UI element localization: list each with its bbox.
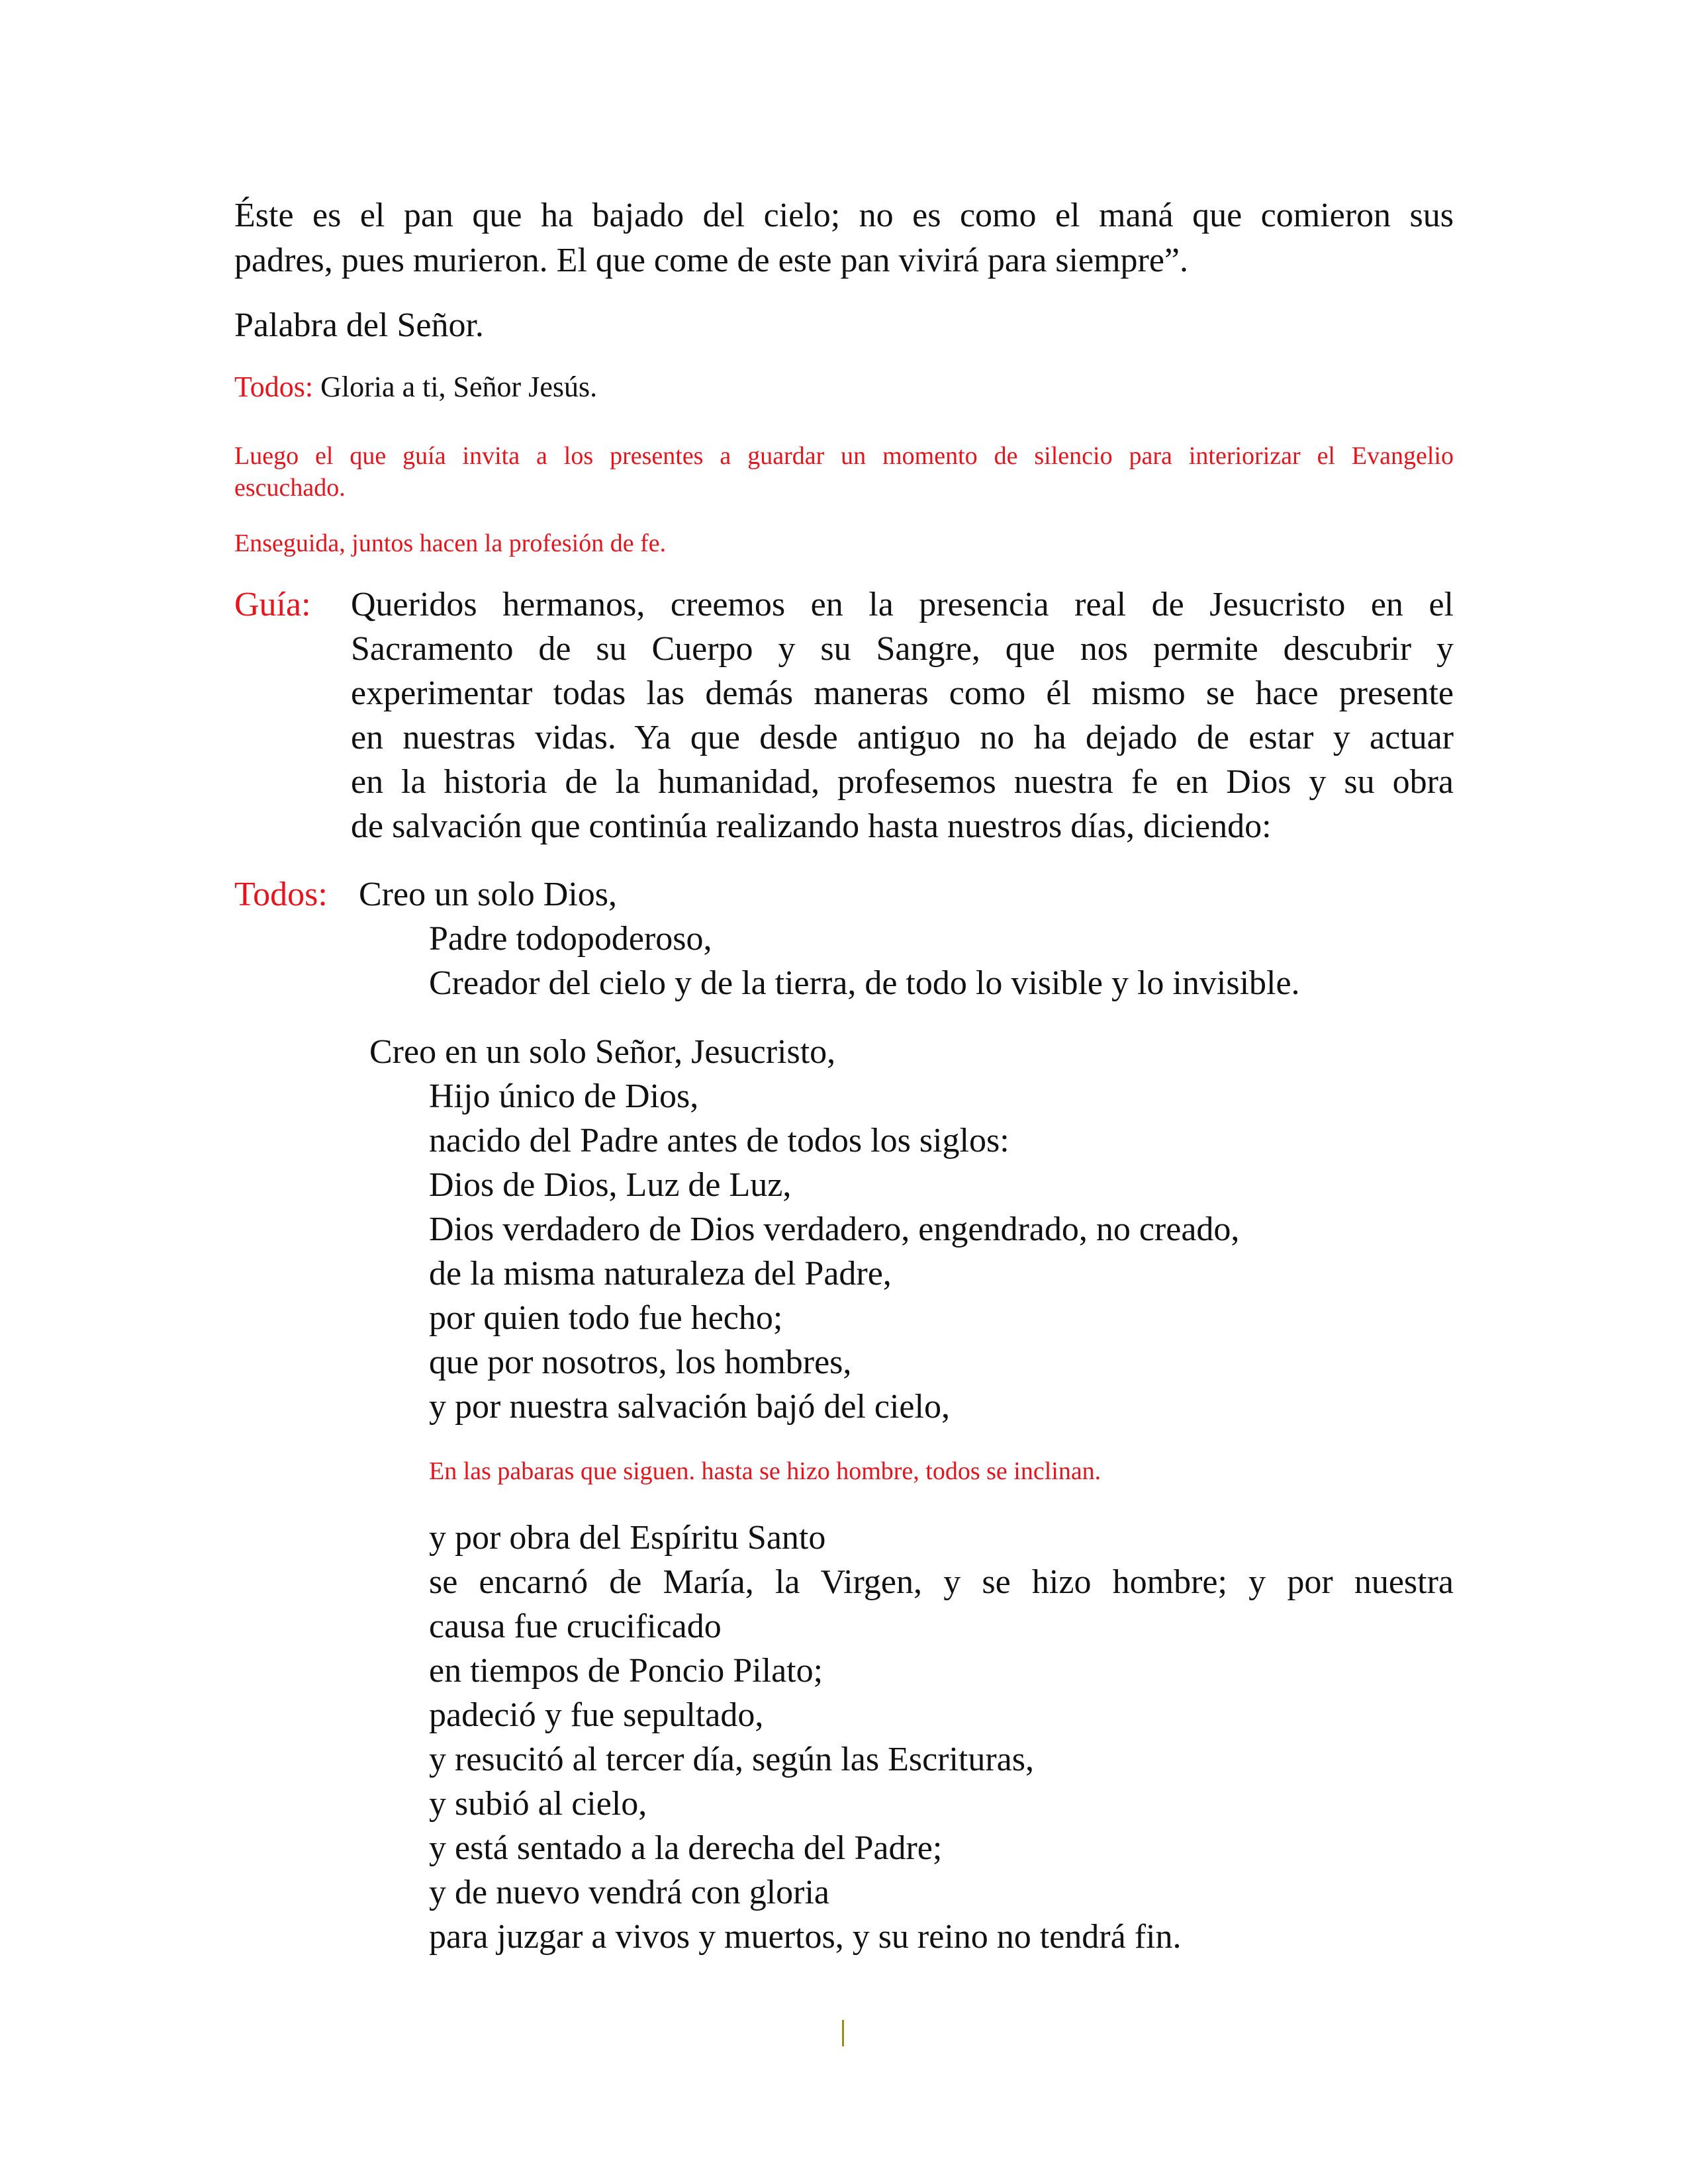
creed-line: y subió al cielo, xyxy=(429,1785,647,1823)
rubric-silence-line-1: Luego el que guía invita a los presentes a guardar un momento de silencio para interiorizar el Evangelio xyxy=(234,442,1454,470)
creed-second-line: Creo en un solo Señor, Jesucristo, xyxy=(369,1033,836,1071)
creed-line: se encarnó de María, la Virgen, y se hizo hombre; y por nuestra xyxy=(429,1563,1454,1601)
creed-line: por quien todo fue hecho; xyxy=(429,1299,783,1337)
guia-speaker: Guía: xyxy=(234,586,311,623)
guia-line: Queridos hermanos, creemos en la presencia real de Jesucristo en el xyxy=(351,586,1454,623)
creed-first-line: Creo un solo Dios, xyxy=(359,876,617,913)
creed-stanza-2 xyxy=(429,1074,1454,1429)
creed-line: Padre todopoderoso, xyxy=(429,920,712,958)
creed-line: nacido del Padre antes de todos los siglos: xyxy=(429,1122,1009,1160)
rubric-inclinan: En las pabaras que siguen. hasta se hizo hombre, todos se inclinan. xyxy=(429,1457,1102,1485)
creed-line: y está sentado a la derecha del Padre; xyxy=(429,1829,943,1867)
creed-line: causa fue crucificado xyxy=(429,1608,722,1645)
creed-line: y por obra del Espíritu Santo xyxy=(429,1519,826,1557)
creed-line: Dios de Dios, Luz de Luz, xyxy=(429,1166,792,1204)
creed-line: y por nuestra salvación bajó del cielo, xyxy=(429,1388,950,1426)
guia-line: en la historia de la humanidad, profesemos nuestra fe en Dios y su obra xyxy=(351,763,1454,801)
guia-line: experimentar todas las demás maneras como él mismo se hace presente xyxy=(351,674,1454,712)
intro-line-2: padres, pues murieron. El que come de este pan vivirá para siempre”. xyxy=(234,242,1188,279)
creed-line: que por nosotros, los hombres, xyxy=(429,1343,852,1381)
creed-line: y de nuevo vendrá con gloria xyxy=(429,1874,830,1911)
creed-line: de la misma naturaleza del Padre, xyxy=(429,1255,892,1293)
creed-stanza-3 xyxy=(429,1516,1454,1959)
palabra-del-senor: Palabra del Señor. xyxy=(234,306,484,344)
creed-line: Dios verdadero de Dios verdadero, engendrado, no creado, xyxy=(429,1210,1240,1248)
creed-line: para juzgar a vivos y muertos, y su reino no tendrá fin. xyxy=(429,1918,1182,1956)
response-text: Gloria a ti, Señor Jesús. xyxy=(320,371,598,403)
page-number-mark xyxy=(842,2020,844,2046)
response-gloria xyxy=(234,368,597,406)
guia-line: en nuestras vidas. Ya que desde antiguo no ha dejado de estar y actuar xyxy=(351,719,1454,756)
guia-line: de salvación que continúa realizando hasta nuestros días, diciendo: xyxy=(351,807,1272,845)
creed-speaker: Todos: xyxy=(234,876,328,913)
rubric-profession: Enseguida, juntos hacen la profesión de fe. xyxy=(234,529,667,557)
rubric-silence-line-2: escuchado. xyxy=(234,474,346,502)
creed-line: Hijo único de Dios, xyxy=(429,1077,699,1115)
intro-line-1: Éste es el pan que ha bajado del cielo; no es como el maná que comieron sus xyxy=(234,197,1454,234)
creed-line: Creador del cielo y de la tierra, de todo lo visible y lo invisible. xyxy=(429,964,1300,1002)
creed-line: y resucitó al tercer día, según las Escrituras, xyxy=(429,1741,1034,1778)
response-speaker: Todos: xyxy=(234,371,314,403)
guia-text xyxy=(351,582,1454,848)
creed-line: en tiempos de Poncio Pilato; xyxy=(429,1652,823,1690)
creed-line: padeció y fue sepultado, xyxy=(429,1696,764,1734)
guia-line: Sacramento de su Cuerpo y su Sangre, que nos permite descubrir y xyxy=(351,630,1454,668)
